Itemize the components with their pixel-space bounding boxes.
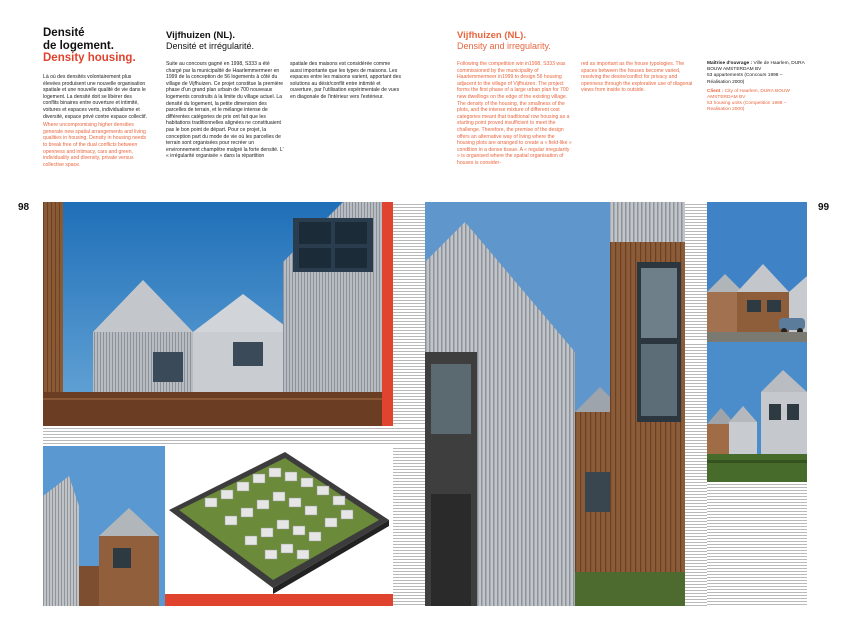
fr-section-subtitle: Densité et irrégularité. xyxy=(166,41,255,51)
owner-label: Maîtrise d'ouvrage : xyxy=(707,61,753,66)
fr-body-text-1: Suite au concours gagné en 1998, S333 a été chargé par la municipalité de Haarlemmermeer en 1999 de la conception de 56 logements à côté du village de Vijfhuizen. Ce projet constitue la première phase d'un grand plan urbain de 700 nouveaux logements construits à la limite du village actuel. La densité du logement, la petite dimension des parcelles de terrain, et le mélange intense de différentes catégories de prix ont fait que les habitations traditionnelles alignées ne constituaient pas le bon point de départ. Pour ce projet, la conception part du mode de vie où les parcelles de terrain sont organisées pour recréer un environnement champêtre malgré la forte densité. L' « irrégularité organisée » dans la répartition xyxy=(166,61,284,160)
fr-body-column-1 xyxy=(166,61,284,162)
photo-corrugated-facade-art xyxy=(425,202,685,606)
en-body-column-1 xyxy=(457,61,573,169)
stripe-panel-4 xyxy=(707,482,807,606)
photo-houses-skylights xyxy=(43,202,393,426)
owner-value: Ville de Haarlem, DURA BOUW AMSTERDAM BV xyxy=(707,61,805,73)
photo-site-model-art xyxy=(165,446,393,606)
fr-body-text-2: spatiale des maisons est considérée comme aussi importante que les types de maisons. Les espaces entre les maisons varient, apportant des solutions au désir/conflit entre intimité et ouverture, par l'utilisation expérimentale de vues en diagonale de l'intérieur vers l'extérieur. xyxy=(290,61,401,100)
intro-column xyxy=(43,74,147,170)
credits-block xyxy=(707,61,807,114)
intro-french: Là où des densités volontairement plus élevées produisent une nouvelle organisation spatiale et une nouvelle qualité de vie dans le logement. La densité doit se libérer des conflits binaires entre ouverture et intimité, voitures et espaces verts, individualisme et diversité, espace privé contre espace collectif. xyxy=(43,74,147,120)
heading-line-3: Density housing. xyxy=(43,52,136,64)
en-body-column-2 xyxy=(581,61,693,96)
en-body-text-1: Following the competition win in1998, S333 was commissioned by the municipality of Haarlemmermeer in1999 to design 56 housing adjacent to the village of Vijfhuizen. The project forms the first phase of a large urban plan for 700 new dwellings on the edge of the existing village. The density of the housing, the smallness of the plots, and the intense mixture of different cost categories meant that traditional row housing as a starting point proved insufficient to meet the challenge. Therefore, the premise of the design offers an alternative way of living where the housing plots are arranged to create a « field-like » condition in a dense tissue. A « regular irregularity » is organised where the spatial organisation of houses is consider- xyxy=(457,61,572,166)
feature-heading xyxy=(43,27,136,65)
heading-line-2: de logement. xyxy=(43,39,114,52)
stripe-panel-1 xyxy=(393,202,425,426)
photo-house-gables xyxy=(43,446,165,606)
en-project-detail: 53 housing units (Competition 1998 – Realisation 2000) xyxy=(707,101,787,113)
en-section-title: Vijfhuizen (NL). xyxy=(457,30,526,41)
photo-house-with-car xyxy=(707,202,807,342)
photo-corrugated-facade xyxy=(425,202,685,606)
heading-line-1: Densité xyxy=(43,27,85,39)
red-accent-bar-1 xyxy=(382,202,393,426)
client-value: City of Haarlem, DURA BOUW AMSTERDAM BV xyxy=(707,88,790,101)
page-number-left: 98 xyxy=(18,202,30,213)
stripe-panel-3 xyxy=(685,342,707,606)
client-label: Client : xyxy=(707,88,724,94)
photo-house-gables-art xyxy=(43,446,165,606)
intro-english: Where uncompromising higher densities generate new spatial arrangements and living qualities in housing. Density in housing needs to break free of the dual conflicts between openness and intimacy, cars and green, individuality and diversity, private versus collective space. xyxy=(43,122,147,168)
page-number-right: 99 xyxy=(818,202,830,213)
photo-houses-gardens-art xyxy=(707,342,807,482)
en-section-subtitle: Density and irregularity. xyxy=(457,41,551,51)
red-accent-bar-2 xyxy=(165,594,393,606)
stripe-panel-5 xyxy=(43,426,425,446)
stripe-panel-2 xyxy=(685,202,707,342)
fr-project-detail: 53 appartements (Concours 1998 – Réalisation 2000) xyxy=(707,73,783,85)
photo-site-model xyxy=(165,446,393,606)
photo-houses-skylights-art xyxy=(43,202,393,426)
stripe-panel-6 xyxy=(393,446,425,606)
en-body-text-2: red as important as the house typologies. The spaces between the houses become varied, resolving the desire/conflict for privacy and openness through the explorative use of diagonal views from inside to outside. xyxy=(581,61,693,94)
photo-house-with-car-art xyxy=(707,202,807,342)
fr-body-column-2 xyxy=(290,61,402,103)
photo-houses-gardens xyxy=(707,342,807,482)
fr-section-title: Vijfhuizen (NL). xyxy=(166,30,235,41)
